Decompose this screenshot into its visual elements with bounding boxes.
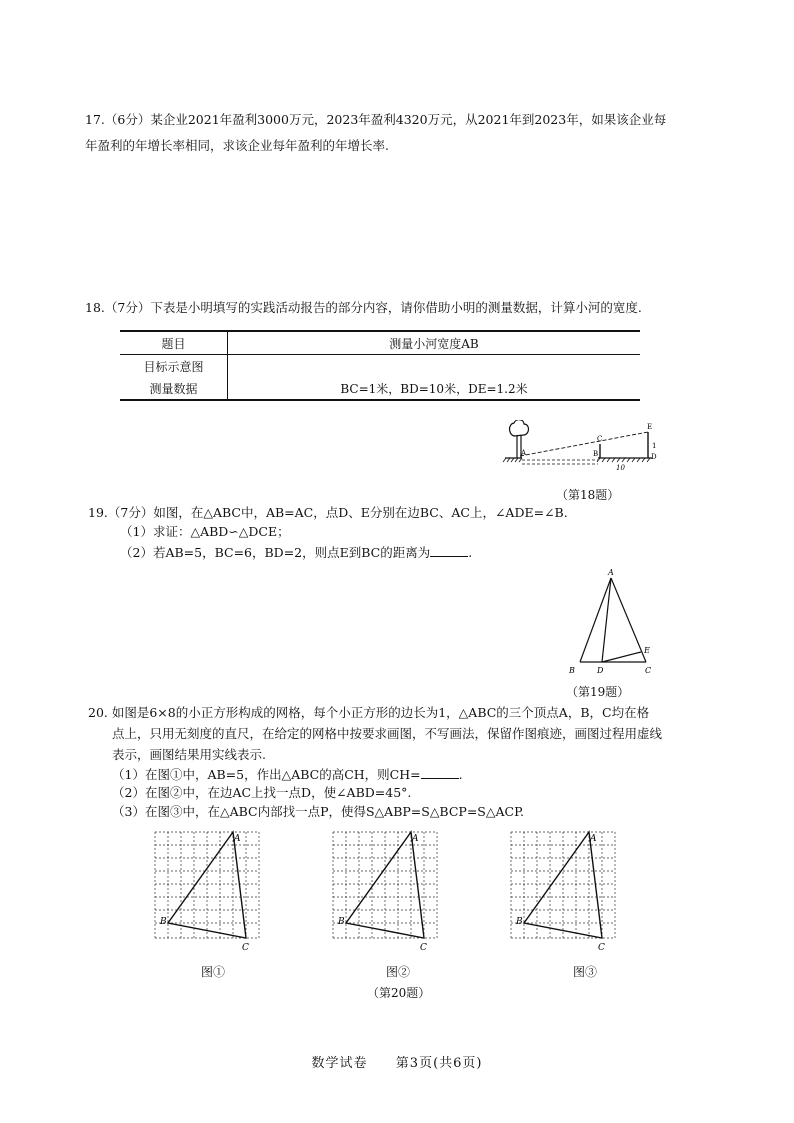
fig18-label-e: E xyxy=(647,423,653,431)
table-row xyxy=(120,355,640,378)
table-cell-label: 题目 xyxy=(120,331,228,355)
q20-part1-text: （1）在图①中，AB=5，作出△ABC的高CH，则CH= xyxy=(112,767,421,782)
table-cell-label: 目标示意图 xyxy=(120,355,228,378)
fig18-label-ten: 10 xyxy=(616,464,625,472)
fig20-1-label-a: A xyxy=(234,834,241,844)
q19-text-line3 xyxy=(120,542,472,563)
q20-caption: （第20题） xyxy=(367,986,431,1000)
q18-text-line1: 18.（7分）下表是小明填写的实践活动报告的部分内容，请你借助小明的测量数据，计算小河的宽度. xyxy=(85,300,642,315)
fig18-label-c: C xyxy=(597,435,603,443)
q20-answer-blank[interactable] xyxy=(421,764,459,779)
fig19-label-a: A xyxy=(608,568,614,577)
q19-triangle-figure xyxy=(566,566,662,682)
q19-part2-end: . xyxy=(468,545,473,560)
fig19-label-d: D xyxy=(597,666,604,675)
fig18-label-a: A xyxy=(521,449,527,457)
page-footer xyxy=(0,1052,794,1071)
table-cell-value: BC=1米，BD=10米，DE=1.2米 xyxy=(228,377,641,400)
q20-text-line2: 点上，只用无刻度的直尺，在给定的网格中按要求画图，不写画法，保留作图痕迹，画图过程用虚线 xyxy=(112,726,663,741)
fig20-2-label-a: A xyxy=(412,834,419,844)
fig18-label-d: D xyxy=(651,453,657,461)
q19-text-line2: （1）求证：△ABD∽△DCE； xyxy=(120,524,290,539)
q19-caption: （第19题） xyxy=(566,685,630,699)
table-row xyxy=(120,331,640,355)
table-cell-value: 测量小河宽度AB xyxy=(228,331,641,355)
fig20-3-label-c: C xyxy=(598,943,605,953)
q18-caption: （第18题） xyxy=(556,488,620,502)
q20-text-line1: 20. 如图是6×8的小正方形构成的网格，每个小正方形的边长为1，△ABC的三个顶点A，B，C均在格 xyxy=(88,705,650,720)
q17-text-line2: 年盈利的年增长率相同，求该企业每年盈利的年增长率. xyxy=(85,138,389,153)
fig18-label-b: B xyxy=(593,450,599,458)
fig20-3-label-a: A xyxy=(590,834,597,844)
fig19-label-e: E xyxy=(644,646,650,655)
q20-part3: （3）在图③中，在△ABC内部找一点P，使得S△ABP=S△BCP=S△ACP. xyxy=(112,804,524,819)
q19-text-line1: 19.（7分）如图，在△ABC中，AB=AC，点D、E分别在边BC、AC上，∠ADE=∠B. xyxy=(88,505,568,520)
fig20-1-label-c: C xyxy=(242,943,249,953)
fig19-label-b: B xyxy=(569,666,575,675)
footer-page-number: 第3页(共6页) xyxy=(395,1056,483,1071)
table-cell-label: 测量数据 xyxy=(120,377,228,400)
q20-grid-figure-2 xyxy=(328,826,446,954)
fig20-3-label-b: B xyxy=(516,917,523,927)
q20-part2: （2）在图②中，在边AC上找一点D，使∠ABD=45°. xyxy=(112,785,412,800)
footer-subject: 数学试卷 xyxy=(311,1056,368,1071)
table-cell-value xyxy=(228,355,641,378)
fig20-2-label-b: B xyxy=(338,917,345,927)
q19-answer-blank[interactable] xyxy=(430,542,468,557)
q19-part2-text: （2）若AB=5，BC=6，BD=2，则点E到BC的距离为 xyxy=(120,545,431,560)
fig20-2-label-c: C xyxy=(420,943,427,953)
q20-part1-end: . xyxy=(458,767,463,782)
q17-text-line1: 17.（6分）某企业2021年盈利3000万元，2023年盈利4320万元，从2021年到2023年，如果该企业每 xyxy=(85,112,667,127)
q20-grid-figure-3 xyxy=(506,826,624,954)
q20-text-line3: 表示，画图结果用实线表示. xyxy=(112,747,266,762)
fig18-label-one: 1 xyxy=(652,442,657,450)
q20-grid-figure-1 xyxy=(150,826,268,954)
fig-caption-1: 图① xyxy=(201,965,226,979)
fig-caption-3: 图③ xyxy=(573,965,598,979)
q18-river-figure xyxy=(500,420,670,482)
fig19-label-c: C xyxy=(645,666,652,675)
q18-report-table xyxy=(120,330,640,401)
table-row xyxy=(120,377,640,400)
fig20-1-label-b: B xyxy=(160,917,167,927)
q20-part1 xyxy=(112,764,463,785)
fig-caption-2: 图② xyxy=(386,965,411,979)
